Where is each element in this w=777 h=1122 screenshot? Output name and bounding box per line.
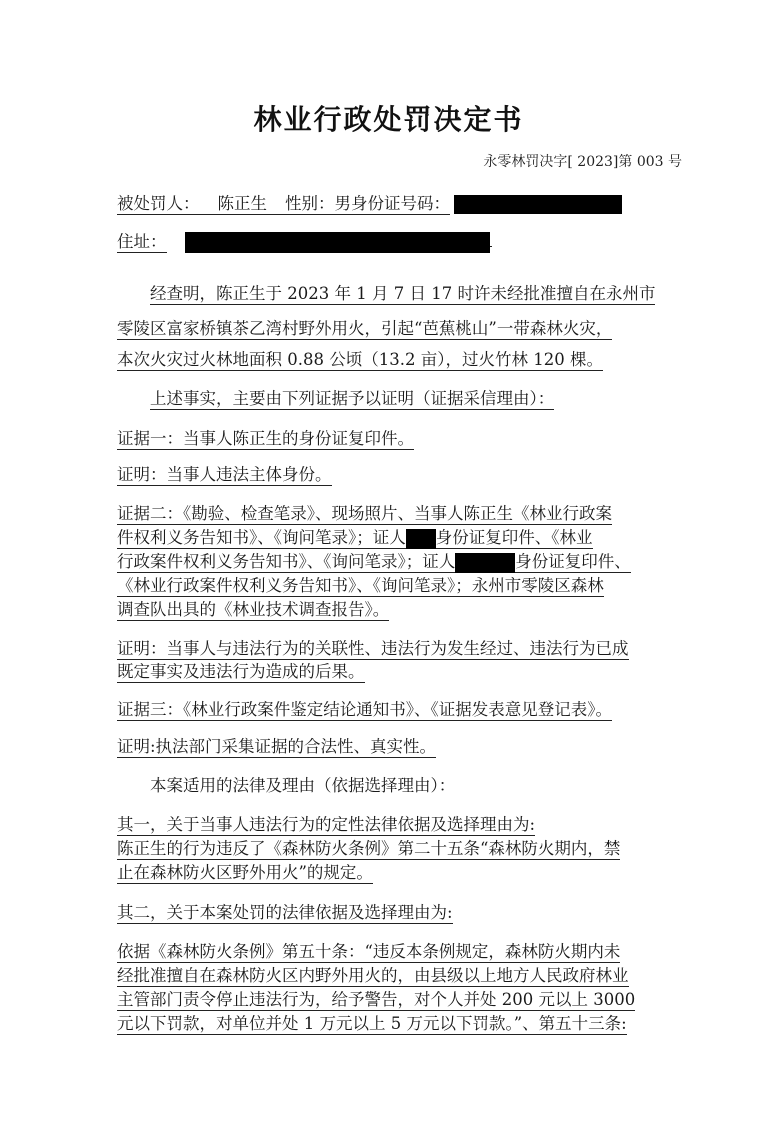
address-line bbox=[117, 231, 492, 253]
facts-line-3: 本次火灾过火林地面积 0.88 公顷（13.2 亩），过火竹林 120 棵。 bbox=[117, 350, 603, 369]
redacted-id-number bbox=[454, 195, 622, 214]
basis-line-1: 依据《森林防火条例》第五十条：“违反本条例规定，森林防火期内未 bbox=[117, 942, 621, 961]
reason-1-line-2: 陈正生的行为违反了《森林防火条例》第二十五条“森林防火期内，禁 bbox=[117, 839, 621, 858]
facts-line-2: 零陵区富家桥镇茶乙湾村野外用火，引起“芭蕉桃山”一带森林火灾， bbox=[117, 319, 613, 338]
evidence-2-line-4: 《林业行政案件权利义务告知书》、《询问笔录》；永州市零陵区森林 bbox=[117, 576, 604, 595]
proof-3: 证明:执法部门采集证据的合法性、真实性。 bbox=[117, 737, 437, 756]
party-name: 陈正生 bbox=[200, 194, 286, 215]
basis-line-2: 经批准擅自在森林防火区内野外用火的，由县级以上地方人民政府林业 bbox=[117, 966, 629, 985]
facts-line-1: 经查明，陈正生于 2023 年 1 月 7 日 17 时许未经批准擅自在永州市 bbox=[150, 284, 656, 303]
redacted-witness-1 bbox=[406, 529, 436, 549]
document-title: 林业行政处罚决定书 bbox=[253, 103, 524, 136]
evidence-2-line-5: 调查队出具的《林业技术调查报告》。 bbox=[117, 600, 390, 619]
proof-1: 证明：当事人违法主体身份。 bbox=[117, 465, 332, 484]
evidence-intro: 上述事实，主要由下列证据予以证明（证据采信理由）： bbox=[150, 389, 555, 408]
redacted-address bbox=[185, 232, 490, 253]
proof-2-line-2: 既定事实及违法行为造成的后果。 bbox=[117, 662, 365, 681]
evidence-2-line-1: 证据二：《勘验、检查笔录》、现场照片、当事人陈正生《林业行政案 bbox=[117, 504, 612, 523]
proof-2-line-1: 证明：当事人与违法行为的关联性、违法行为发生经过、违法行为已成 bbox=[117, 639, 629, 658]
evidence-2-line-3: 行政案件权利义务告知书》、《询问笔录》；证人 身份证复印件、 bbox=[117, 552, 631, 571]
document-number: 永零林罚决字[ 2023]第 003 号 bbox=[483, 154, 682, 170]
reason-2: 其二，关于本案处罚的法律依据及选择理由为: bbox=[117, 903, 453, 922]
party-gender: 男 bbox=[334, 194, 351, 213]
party-line bbox=[117, 193, 622, 215]
address-label: 住址： bbox=[117, 232, 167, 251]
party-gender-label: 性别： bbox=[285, 194, 335, 213]
reason-1-line-3: 止在森林防火区野外用火”的规定。 bbox=[117, 863, 373, 882]
evidence-1: 证据一：当事人陈正生的身份证复印件。 bbox=[117, 429, 414, 448]
reason-1-line-1: 其一，关于当事人违法行为的定性法律依据及选择理由为: bbox=[117, 815, 536, 834]
party-name-label: 被处罚人： bbox=[117, 194, 200, 213]
evidence-3: 证据三：《林业行政案件鉴定结论通知书》、《证据发表意见登记表》。 bbox=[117, 700, 612, 719]
basis-line-3: 主管部门责令停止违法行为，给予警告，对个人并处 200 元以上 3000 bbox=[117, 990, 636, 1009]
party-id-label: 身份证号码： bbox=[351, 194, 450, 213]
evidence-2-line-2: 件权利义务告知书》、《询问笔录》；证人 身份证复印件、《林业 bbox=[117, 528, 593, 547]
law-intro: 本案适用的法律及理由（依据选择理由）： bbox=[150, 776, 456, 795]
basis-line-4: 元以下罚款，对单位并处 1 万元以上 5 万元以下罚款。”、第五十三条: bbox=[117, 1014, 627, 1033]
redacted-witness-2 bbox=[455, 553, 515, 573]
